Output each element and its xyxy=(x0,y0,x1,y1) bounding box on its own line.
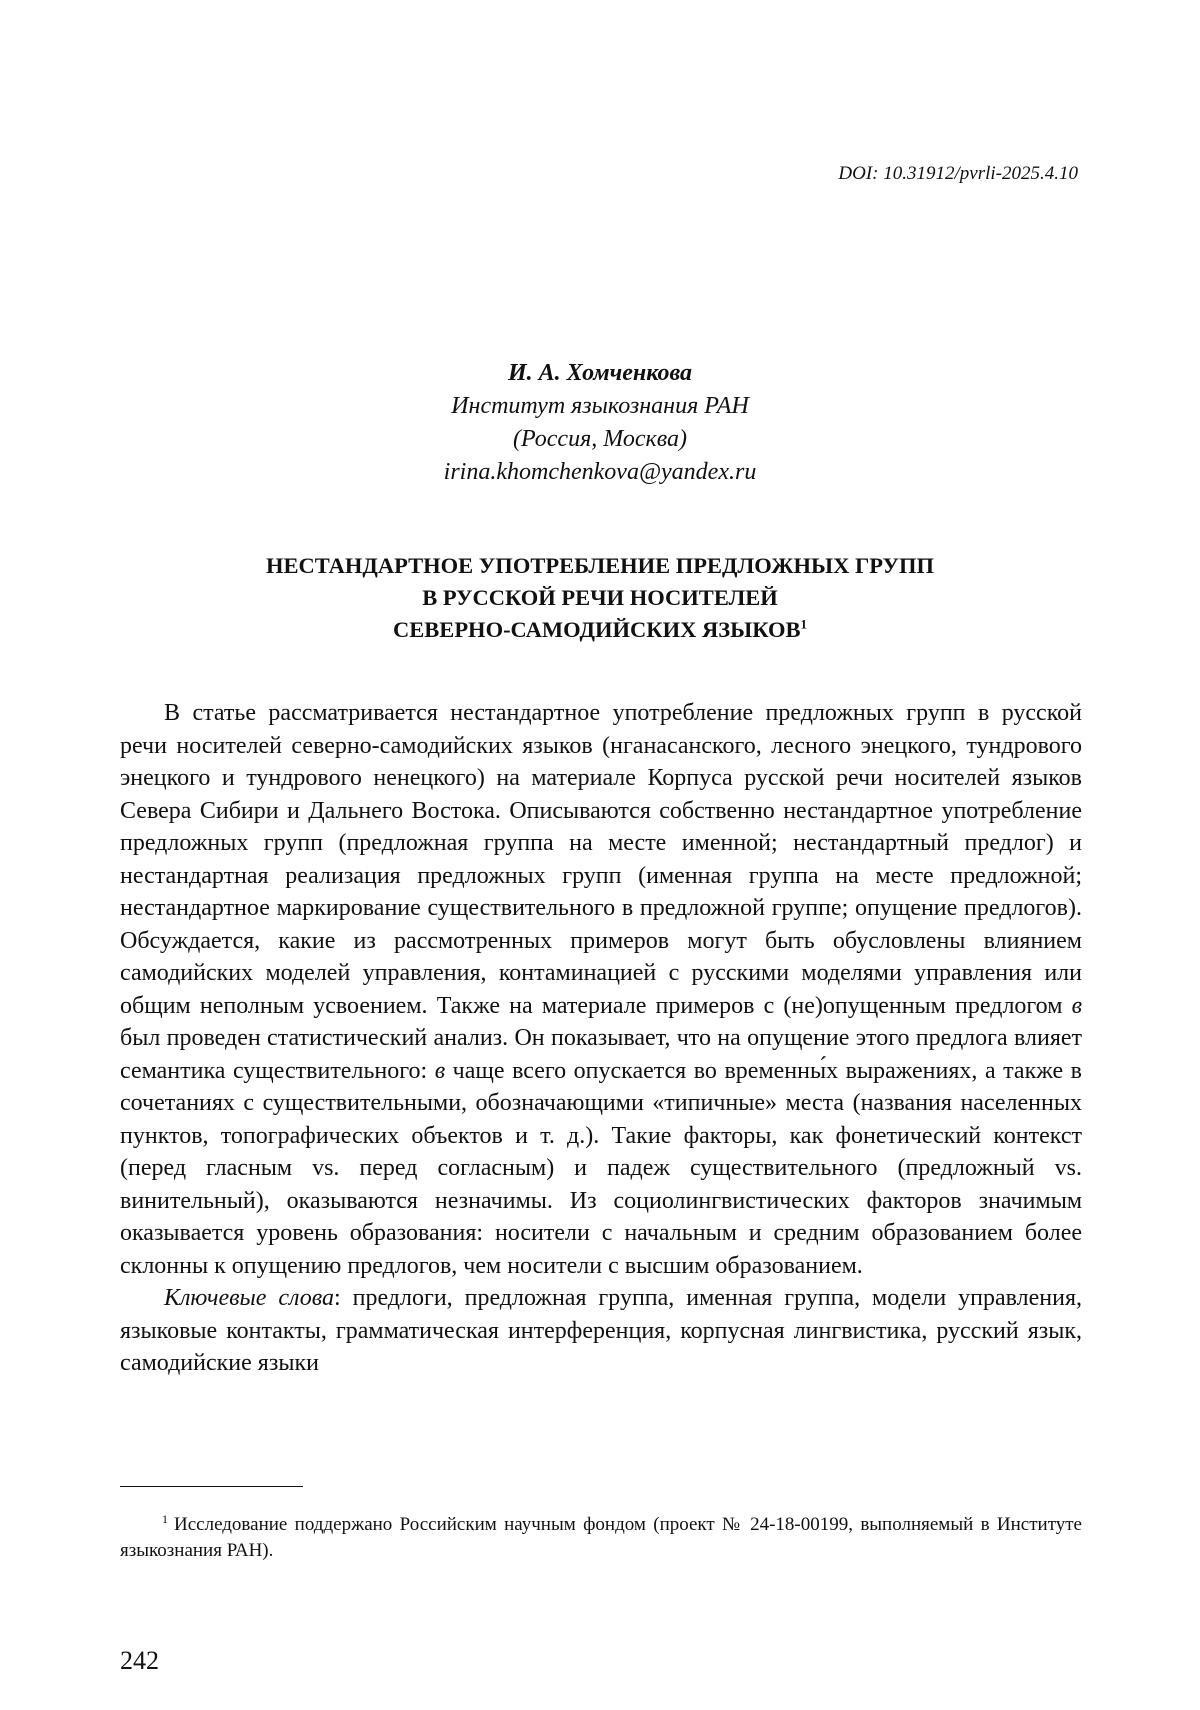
footnote xyxy=(120,1512,1082,1564)
author-institution: Институт языкознания РАН xyxy=(451,393,749,419)
abstract-paragraph xyxy=(120,697,1082,1282)
author-block xyxy=(0,357,1200,489)
abstract-text-part-2: был проведен статистический анализ. Он показывает, что на опущение этого предлога влияет семантика существительного: xyxy=(120,1025,1082,1084)
article-title xyxy=(0,550,1200,646)
author-name: И. А. Хомченкова xyxy=(507,360,693,386)
abstract-text-part-1: В статье рассматривается нестандартное употребление предложных групп в русской речи носителей северно-самодийских языков (нганасанского, лесного энецкого, тундрового энецкого и тундрового ненецкого) на материале Корпуса русской речи носителей языков Севера Сибири и Дальнего Востока. Описываются собственно нестандартное употребление предложных групп (предложная группа на месте именной; нестандартный предлог) и нестандартная реализация предложных групп (именная группа на месте предложной; нестандартное маркирование существительного в предложной группе; опущение предлогов). Обсуждается, какие из рассмотренных примеров могут быть обусловлены влиянием самодийских моделей управления, контаминацией с русскими моделями управления или общим неполным усвоением. Также на материале примеров с (не)опущенным предлогом xyxy=(120,700,1082,1019)
keywords-text: : предлоги, предложная группа, именная группа, модели управления, языковые контакты, грамматическая интерференция, корпусная лингвистика, русский язык, самодийские языки xyxy=(120,1285,1082,1376)
title-line-3-text: СЕВЕРНО-САМОДИЙСКИХ ЯЗЫКОВ xyxy=(393,617,801,642)
abstract-text-part-3: чаще всего опускается во временны́х выражениях, а также в сочетаниях с существительными, обозначающими «типичные» места (названия населенных пунктов, топографических объектов и т. д.). Такие факторы, как фонетический контекст (перед гласным vs. перед согласным) и падеж существительного (предложный vs. винительный), оказываются незначимы. Из социолингвистических факторов значимым оказывается уровень образования: носители с начальным и средним образованием более склонны к опущению предлогов, чем носители с высшим образованием. xyxy=(120,1057,1083,1279)
footnote-text: Исследование поддержано Российским научным фондом (проект № 24-18-00199, выполняемый в Институте языкознания РАН). xyxy=(120,1514,1082,1561)
title-line-1: НЕСТАНДАРТНОЕ УПОТРЕБЛЕНИЕ ПРЕДЛОЖНЫХ ГРУПП xyxy=(266,553,934,578)
footnote-mark: 1 xyxy=(162,1511,168,1526)
abstract-preposition-v-2: в xyxy=(434,1057,446,1084)
author-email: irina.khomchenkova@yandex.ru xyxy=(443,459,757,485)
page-number: 242 xyxy=(120,1646,159,1675)
title-line-2: В РУССКОЙ РЕЧИ НОСИТЕЛЕЙ xyxy=(422,585,778,610)
title-line-3 xyxy=(0,614,1200,646)
keywords-paragraph xyxy=(120,1282,1082,1380)
author-location: (Россия, Москва) xyxy=(512,426,688,452)
abstract xyxy=(120,697,1082,1380)
doi-identifier: DOI: 10.31912/pvrli-2025.4.10 xyxy=(838,163,1078,184)
footnote-divider xyxy=(120,1486,303,1487)
title-footnote-mark: 1 xyxy=(800,616,807,632)
abstract-preposition-v-1: в xyxy=(1071,992,1083,1019)
keywords-label: Ключевые слова xyxy=(164,1285,335,1311)
